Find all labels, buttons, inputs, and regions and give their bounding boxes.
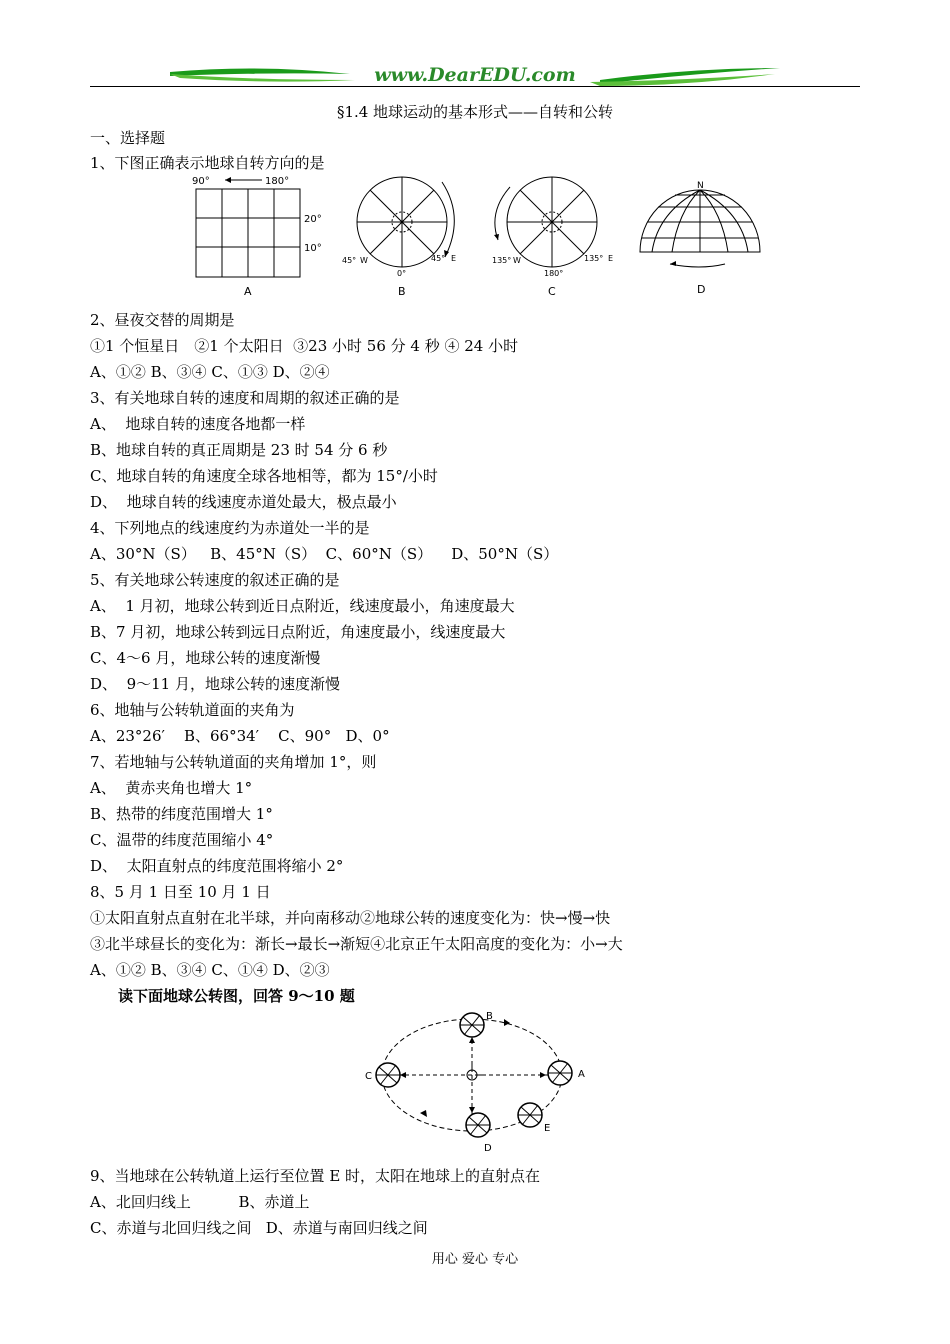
diagram-b [342, 177, 456, 298]
rotation-figure [180, 172, 800, 300]
q2-options: A、①② B、③④ C、①③ D、②④ [90, 363, 330, 381]
page-title: §1.4 地球运动的基本形式——自转和公转 [336, 103, 614, 121]
svg-text:A: A [244, 285, 252, 298]
q5-option-a: A、 1 月初，地球公转到近日点附近，线速度最小，角速度最大 [90, 597, 515, 615]
question-5: 5、有关地球公转速度的叙述正确的是 [90, 571, 340, 589]
q3-option-d: D、 地球自转的线速度赤道处最大，极点最小 [90, 493, 397, 511]
svg-text:W: W [360, 256, 368, 265]
svg-text:W: W [513, 256, 521, 265]
question-4: 4、下列地点的线速度约为赤道处一半的是 [90, 519, 370, 537]
svg-text:180°: 180° [544, 269, 564, 278]
section-heading: 一、选择题 [90, 129, 166, 147]
q6-options: A、23°26′ B、66°34′ C、90° D、0° [90, 727, 390, 745]
question-6: 6、地轴与公转轨道面的夹角为 [90, 701, 295, 719]
svg-text:C: C [548, 285, 556, 298]
earth-d [466, 1113, 492, 1154]
diagram-c [492, 177, 613, 298]
diagram-d [640, 181, 760, 296]
header-rule [90, 86, 860, 87]
question-3: 3、有关地球自转的速度和周期的叙述正确的是 [90, 389, 400, 407]
q2-statements: ①1 个恒星日 ②1 个太阳日 ③23 小时 56 分 4 秒 ④ 24 小时 [90, 337, 519, 355]
svg-text:B: B [398, 285, 406, 298]
svg-text:135°: 135° [492, 256, 512, 265]
svg-text:E: E [544, 1123, 551, 1134]
svg-text:90°: 90° [192, 176, 210, 187]
question-2: 2、昼夜交替的周期是 [90, 311, 235, 329]
svg-text:135°: 135° [584, 254, 604, 263]
earth-c [365, 1063, 400, 1087]
question-1: 1、下图正确表示地球自转方向的是 [90, 154, 325, 172]
svg-text:180°: 180° [265, 176, 290, 187]
earth-b [460, 1011, 493, 1037]
question-9: 9、当地球在公转轨道上运行至位置 E 时，太阳在地球上的直射点在 [90, 1167, 541, 1185]
svg-text:N: N [697, 181, 704, 191]
q3-option-b: B、地球自转的真正周期是 23 时 54 分 6 秒 [90, 441, 388, 459]
q7-option-d: D、 太阳直射点的纬度范围将缩小 2° [90, 857, 344, 875]
svg-text:0°: 0° [397, 269, 407, 278]
q8-options: A、①② B、③④ C、①④ D、②③ [90, 961, 330, 979]
q7-option-b: B、热带的纬度范围增大 1° [90, 805, 273, 823]
q3-option-c: C、地球自转的角速度全球各地相等，都为 15°/小时 [90, 467, 438, 485]
orbit-figure [360, 1005, 600, 1160]
q9-options-ab: A、北回归线上 B、赤道上 [90, 1193, 310, 1211]
q4-options: A、30°N（S） B、45°N（S） C、60°N（S） D、50°N（S） [90, 545, 559, 563]
earth-a [548, 1061, 585, 1085]
q3-option-a: A、 地球自转的速度各地都一样 [90, 415, 306, 433]
svg-text:45°: 45° [342, 256, 357, 265]
page-footer: 用心 爱心 专心 [431, 1252, 519, 1267]
q8-statements-1: ①太阳直射点直射在北半球，并向南移动②地球公转的速度变化为：快→慢→快 [90, 909, 611, 927]
svg-text:20°: 20° [304, 214, 322, 225]
q5-option-b: B、7 月初，地球公转到远日点附近，角速度最小，线速度最大 [90, 623, 506, 641]
logo-text: www.DearEDU.com [374, 64, 576, 86]
earth-e [518, 1103, 550, 1134]
q9-options-cd: C、赤道与北回归线之间 D、赤道与南回归线之间 [90, 1219, 428, 1237]
q8-statements-2: ③北半球昼长的变化为：渐长→最长→渐短④北京正午太阳高度的变化为：小→大 [90, 935, 623, 953]
svg-text:C: C [365, 1071, 372, 1082]
svg-text:B: B [486, 1011, 493, 1022]
svg-text:D: D [697, 283, 706, 296]
svg-text:A: A [578, 1069, 585, 1080]
svg-text:D: D [484, 1143, 492, 1154]
svg-text:E: E [451, 254, 457, 263]
question-7: 7、若地轴与公转轨道面的夹角增加 1°，则 [90, 753, 377, 771]
q7-option-c: C、温带的纬度范围缩小 4° [90, 831, 274, 849]
svg-text:10°: 10° [304, 243, 322, 254]
diagram-a [192, 176, 322, 298]
q5-option-c: C、4～6 月，地球公转的速度渐慢 [90, 649, 321, 667]
q5-option-d: D、 9～11 月，地球公转的速度渐慢 [90, 675, 340, 693]
instruction-text: 读下面地球公转图，回答 9～10 题 [118, 987, 355, 1005]
svg-text:45°: 45° [431, 254, 446, 263]
svg-text:E: E [608, 254, 614, 263]
question-8: 8、5 月 1 日至 10 月 1 日 [90, 883, 271, 901]
q7-option-a: A、 黄赤夹角也增大 1° [90, 779, 253, 797]
